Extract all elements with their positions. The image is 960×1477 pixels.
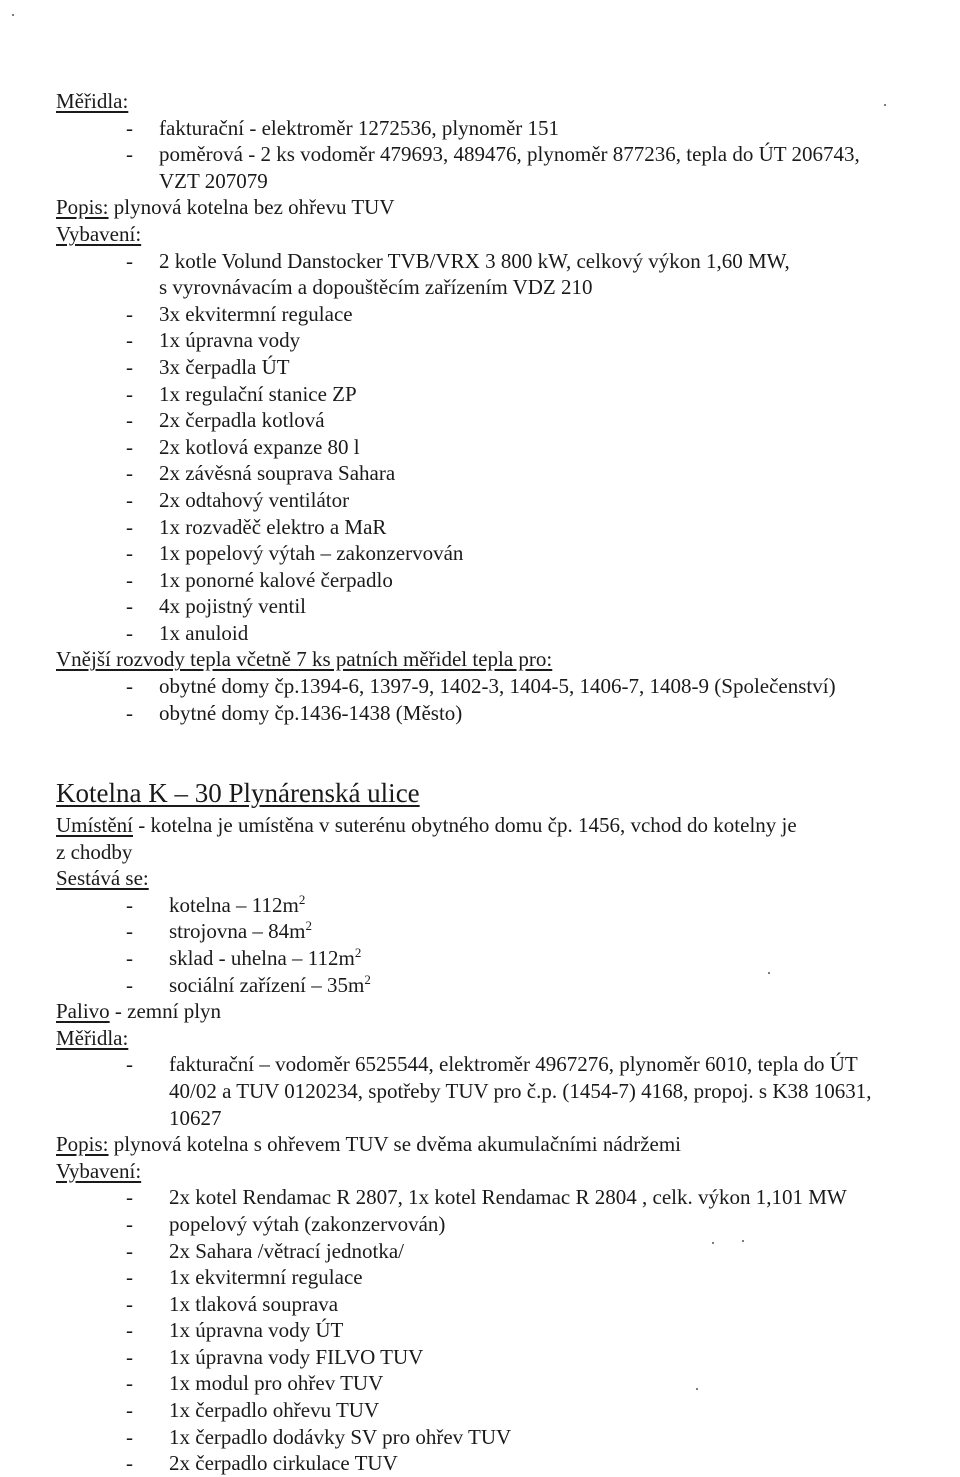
list-item: - 1x úpravna vody FILVO TUV [126,1344,424,1369]
list-item-continuation: 40/02 a TUV 0120234, spotřeby TUV pro č.p. (1454-7) 4168, propoj. s K38 10631, [169,1078,872,1103]
list-item: - fakturační - elektroměr 1272536, plynoměr 151 [126,115,560,140]
scan-speck [768,972,770,974]
location-label: Umístění [56,813,133,837]
list-item: - 2x kotel Rendamac R 2807, 1x kotel Rendamac R 2804 , celk. výkon 1,101 MW [126,1185,847,1210]
description-text: plynová kotelna bez ohřevu TUV [108,195,395,220]
composition-list [56,892,950,998]
location-line [56,812,950,839]
list-item: - kotelna – $112m^2$ [126,891,306,917]
location-text: - kotelna je umístěna v suterénu obytného domu čp. 1456, vchod do kotelny je [133,813,797,837]
list-item: - 3x čerpadla ÚT [126,354,290,379]
list-item: - fakturační – vodoměr 6525544, elektroměr 4967276, plynoměr 6010, tepla do ÚT [126,1052,858,1077]
fuel-line [56,998,950,1025]
meters-list [56,1051,950,1131]
list-item: - obytné domy čp.1436-1438 (Město) [126,700,463,725]
scan-speck [884,104,886,106]
description-label: Popis: [56,195,109,220]
list-item: - obytné domy čp.1394-6, 1397-9, 1402-3, 1404-5, 1406-7, 1408-9 (Společenství) [126,674,836,699]
list-item: - 1x čerpadlo ohřevu TUV [126,1398,380,1423]
list-item: - strojovna – $84m^2$ [126,918,312,944]
fuel-label: Palivo [56,999,110,1024]
list-item: - poměrová - 2 ks vodoměr 479693, 489476, plynoměr 877236, tepla do ÚT 206743, [126,142,860,167]
description-label: Popis: [56,1132,109,1157]
list-item: - 2x čerpadlo cirkulace TUV [126,1451,398,1476]
list-item: - 1x rozvaděč elektro a MaR [126,514,387,539]
equipment-list [56,248,950,647]
section-heading: Kotelna K – 30 Plynárenská ulice [56,778,420,808]
external-distribution-label: Vnější rozvody tepla včetně 7 ks patních měřidel tepla pro: [56,647,553,672]
list-item: - 2x závěsná souprava Sahara [126,461,396,486]
list-item: - sklad - uhelna – $112m^2$ [126,944,362,970]
meters-label: Měřidla: [56,1025,129,1050]
list-item: - 1x čerpadlo dodávky SV pro ohřev TUV [126,1424,512,1449]
scan-speck [712,1242,714,1244]
list-item: - 2x čerpadla kotlová [126,408,325,433]
equipment-label: Vybavení: [56,221,142,246]
meters-list [56,115,950,195]
list-item: - 1x úpravna vody [126,328,301,353]
list-item: - 3x ekvitermní regulace [126,301,353,326]
list-item: - 1x popelový výtah – zakonzervován [126,541,464,566]
meters-label: Měřidla: [56,89,129,113]
location-continuation: z chodby [56,839,133,864]
scan-speck [12,14,14,16]
composition-label: Sestává se: [56,866,149,891]
description-line [56,1131,950,1158]
list-item: - 1x úpravna vody ÚT [126,1318,344,1343]
list-item-continuation: 10627 [169,1105,222,1130]
boiler-section-1 [56,88,950,726]
list-item: - sociální zařízení – $35m^2$ [126,971,371,997]
fuel-text: - zemní plyn [109,999,222,1024]
list-item: - 1x tlaková souprava [126,1291,339,1316]
list-item: - 2 kotle Volund Danstocker TVB/VRX 3 800 kW, celkový výkon 1,60 MW, [126,248,790,273]
description-text: plynová kotelna s ohřevem TUV se dvěma akumulačními nádržemi [108,1132,682,1157]
description-line [56,194,950,221]
list-item: - 4x pojistný ventil [126,594,306,619]
equipment-label: Vybavení: [56,1158,142,1183]
list-item: - 1x ekvitermní regulace [126,1265,363,1290]
boiler-section-k30 [56,752,950,1477]
external-distribution-list [56,673,950,726]
list-item: - 1x regulační stanice ZP [126,381,357,406]
list-item: - 1x modul pro ohřev TUV [126,1371,384,1396]
list-item: - 1x ponorné kalové čerpadlo [126,567,393,592]
list-item: - 2x odtahový ventilátor [126,487,350,512]
scan-speck [696,1388,698,1390]
scan-speck [742,1240,744,1242]
list-item: - 1x anuloid [126,620,249,645]
list-item: - popelový výtah (zakonzervován) [126,1211,446,1236]
equipment-list [56,1184,950,1477]
list-item: - 2x kotlová expanze 80 l [126,434,360,459]
list-item-continuation: VZT 207079 [159,168,268,193]
list-item: - 2x Sahara /větrací jednotka/ [126,1238,404,1263]
list-item-continuation: s vyrovnávacím a dopouštěcím zařízením VDZ 210 [159,275,593,300]
